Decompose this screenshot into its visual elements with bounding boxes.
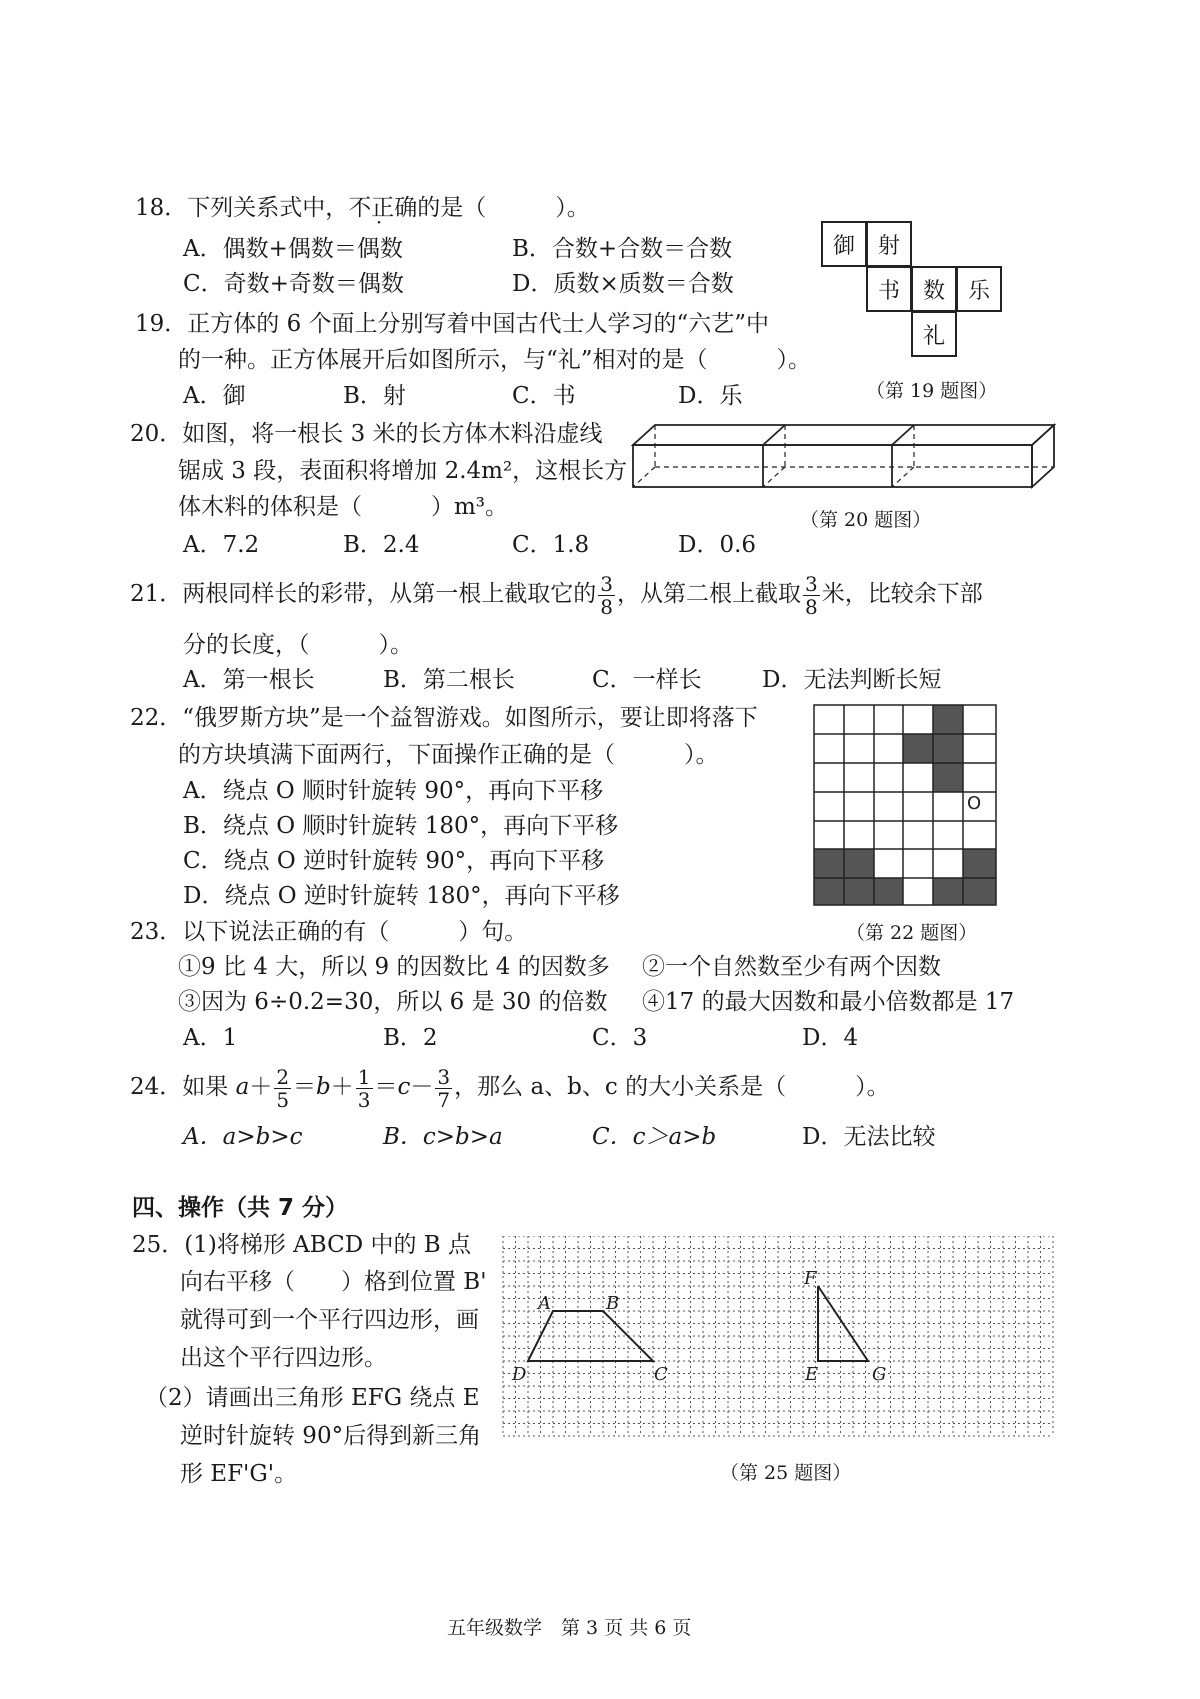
q22-stem-line1: 22．“俄罗斯方块”是一个益智游戏。如图所示，要让即将落下: [130, 705, 758, 731]
q21-option-a: A．第一根长: [183, 667, 315, 693]
q23-statement-1: ①9 比 4 大，所以 9 的因数比 4 的因数多: [178, 954, 610, 980]
q24-fraction-2: $\frac{1}{3}$: [357, 1064, 371, 1112]
q24-option-b: B．c>b>a: [383, 1124, 503, 1150]
q25-line-3: 就得可到一个平行四边形，画: [180, 1307, 479, 1333]
q21-fraction-1: $\frac{3}{8}$: [600, 571, 614, 619]
label-a: A: [538, 1293, 551, 1314]
q19-option-d: D．乐: [678, 383, 743, 409]
net-face-yue: 乐: [956, 266, 1002, 312]
q23-option-b: B．2: [383, 1025, 438, 1051]
q25-line-5: （2）请画出三角形 EFG 绕点 E: [145, 1385, 480, 1411]
q20-option-d: D．0.6: [678, 532, 757, 558]
q22-option-d: D．绕点 O 逆时针旋转 180°，再向下平移: [183, 883, 620, 909]
q19-option-c: C．书: [512, 383, 576, 409]
net-face-yu: 御: [821, 221, 867, 267]
q25-line-7: 形 EF'G'。: [180, 1461, 298, 1487]
label-d: D: [512, 1364, 527, 1385]
q18-option-a: A．偶数+偶数＝偶数: [183, 236, 403, 262]
q18-option-c: C．奇数+奇数＝偶数: [183, 271, 404, 297]
page-footer: 五年级数学 第 3 页 共 6 页: [447, 1617, 692, 1639]
label-f: F: [804, 1268, 817, 1289]
q25-line-1: 25．(1)将梯形 ABCD 中的 B 点: [132, 1232, 471, 1258]
q25-grid-figure: [500, 1236, 1060, 1446]
section4-title: 四、操作（共 7 分）: [132, 1195, 349, 1221]
q20-stem-line2: 锯成 3 段，表面积将增加 2.4m²，这根长方: [178, 458, 628, 484]
q19-stem-line2: 的一种。正方体展开后如图所示，与“礼”相对的是（ ）。: [178, 347, 812, 373]
label-g: G: [872, 1364, 887, 1385]
q21-fraction-2: $\frac{3}{8}$: [805, 571, 818, 619]
q18-option-b: B．合数+合数＝合数: [512, 236, 733, 262]
q22-option-a: A．绕点 O 顺时针旋转 90°，再向下平移: [183, 778, 604, 804]
q18-stem: 18．下列关系式中，不正确的是（ ）。: [135, 195, 590, 221]
q23-statement-4: ④17 的最大因数和最小倍数都是 17: [642, 989, 1015, 1015]
q22-tetris-grid: [812, 703, 998, 907]
q19-stem-line1: 19．正方体的 6 个面上分别写着中国古代士人学习的“六艺”中: [135, 311, 770, 337]
q21-stem-line1: 21．两根同样长的彩带，从第一根上截取它的 $\frac{3}{8}$ ，从第二根上截取 $\frac{3}{8}$ 米，比较余下部: [130, 571, 983, 619]
q24-fraction-1: $\frac{2}{5}$: [276, 1064, 290, 1112]
net-face-li: 礼: [911, 311, 957, 357]
net-face-shu: 书: [866, 266, 912, 312]
q20-stem-line3: 体木料的体积是（ ）m³。: [178, 494, 509, 520]
q25-line-6: 逆时针旋转 90°后得到新三角: [180, 1423, 482, 1449]
q25-line-2: 向右平移（ ）格到位置 B': [180, 1269, 487, 1295]
q24-fraction-3: $\frac{3}{7}$: [437, 1064, 451, 1112]
q20-option-c: C．1.8: [512, 532, 590, 558]
q21-option-b: B．第二根长: [383, 667, 515, 693]
q20-option-a: A．7.2: [183, 532, 260, 558]
q20-cuboid-figure: [630, 420, 1060, 492]
q24-stem: 24．如果 a＋ $\frac{2}{5}$ ＝b＋ $\frac{1}{3}$ ＝c－ $\frac{3}{7}$ ，那么 a、b、c 的大小关系是（ ）。: [130, 1064, 890, 1112]
q23-option-a: A．1: [183, 1025, 238, 1051]
q19-caption: （第 19 题图）: [866, 380, 998, 402]
q21-option-c: C．一样长: [592, 667, 702, 693]
net-face-she: 射: [866, 221, 912, 267]
label-e: E: [805, 1364, 819, 1385]
triangle-efg: [818, 1286, 868, 1361]
q19-option-a: A．御: [183, 383, 246, 409]
q22-stem-line2: 的方块填满下面两行，下面操作正确的是（ ）。: [178, 742, 719, 768]
q23-statement-2: ②一个自然数至少有两个因数: [642, 954, 941, 980]
q23-statement-3: ③因为 6÷0.2=30，所以 6 是 30 的倍数: [178, 989, 608, 1015]
q22-option-c: C．绕点 O 逆时针旋转 90°，再向下平移: [183, 848, 605, 874]
q23-option-d: D．4: [802, 1025, 859, 1051]
label-c: C: [654, 1364, 668, 1385]
q24-option-c: C．c＞a>b: [592, 1124, 717, 1150]
q19-option-b: B．射: [343, 383, 406, 409]
q20-option-b: B．2.4: [343, 532, 420, 558]
q24-option-a: A．a>b>c: [183, 1124, 303, 1150]
q25-line-4: 出这个平行四边形。: [180, 1345, 387, 1371]
q24-option-d: D．无法比较: [802, 1124, 936, 1150]
q22-option-b: B．绕点 O 顺时针旋转 180°，再向下平移: [183, 813, 619, 839]
label-b: B: [606, 1293, 620, 1314]
q21-option-d: D．无法判断长短: [762, 667, 942, 693]
q22-caption: （第 22 题图）: [846, 922, 978, 944]
q23-option-c: C．3: [592, 1025, 648, 1051]
q23-stem: 23．以下说法正确的有（ ）句。: [130, 919, 528, 945]
q20-caption: （第 20 题图）: [800, 509, 932, 531]
q25-caption: （第 25 题图）: [720, 1462, 852, 1484]
q18-option-d: D．质数×质数＝合数: [512, 271, 734, 297]
q20-stem-line1: 20．如图，将一根长 3 米的长方体木料沿虚线: [130, 421, 603, 447]
q21-stem-line2: 分的长度，（ ）。: [183, 632, 413, 658]
net-face-shu-math: 数: [911, 266, 957, 312]
q22-point-o: O: [967, 793, 982, 814]
